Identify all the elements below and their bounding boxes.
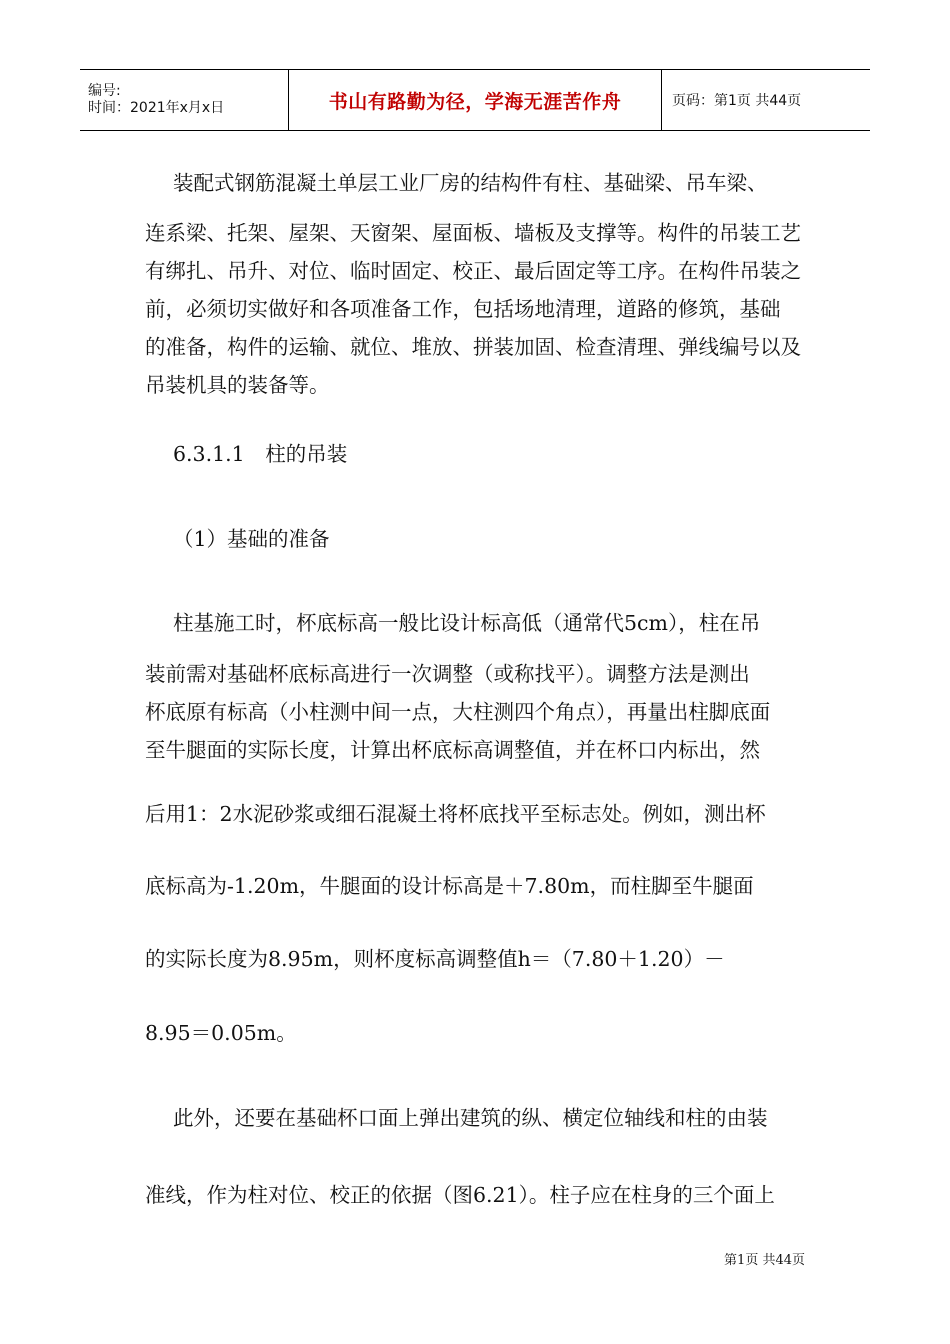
body-line: 装前需对基础杯底标高进行一次调整（或称找平）。调整方法是测出 — [145, 662, 750, 686]
body-line: 的准备，构件的运输、就位、堆放、拼装加固、检查清理、弹线编号以及 — [145, 335, 801, 359]
page-info: 页码：第1页 共44页 — [672, 93, 802, 109]
body-line: 8.95＝0.05m。 — [145, 1021, 297, 1045]
page-footer: 第1页 共44页 — [724, 1253, 805, 1268]
section-heading: 6.3.1.1 柱的吊装 — [173, 442, 348, 466]
header-motto-cell — [288, 70, 662, 130]
body-line: 至牛腿面的实际长度，计算出杯底标高调整值，并在杯口内标出，然 — [145, 738, 760, 762]
body-line: 柱基施工时，杯底标高一般比设计标高低（通常代5cm），柱在吊 — [173, 611, 761, 635]
motto-text: 书山有路勤为径，学海无涯苦作舟 — [328, 90, 622, 113]
body-line: 装配式钢筋混凝土单层工业厂房的结构件有柱、基础梁、吊车梁、 — [173, 171, 768, 195]
header-page-cell — [662, 70, 870, 130]
body-line: 连系梁、托架、屋架、天窗架、屋面板、墙板及支撑等。构件的吊装工艺 — [145, 221, 801, 245]
body-line: 吊装机具的装备等。 — [145, 373, 330, 397]
subsection-heading: （1）基础的准备 — [173, 527, 330, 551]
body-line: 杯底原有标高（小柱测中间一点，大柱测四个角点），再量出柱脚底面 — [145, 700, 771, 724]
body-line: 的实际长度为8.95m，则杯度标高调整值h＝（7.80＋1.20）－ — [145, 947, 725, 971]
body-line: 此外，还要在基础杯口面上弹出建筑的纵、横定位轴线和柱的由装 — [173, 1106, 768, 1130]
number-label: 编号: — [88, 83, 121, 99]
body-line: 有绑扎、吊升、对位、临时固定、校正、最后固定等工序。在构件吊装之 — [145, 259, 801, 283]
body-line: 底标高为-1.20m，牛腿面的设计标高是＋7.80m，而柱脚至牛腿面 — [145, 874, 754, 898]
header-table — [80, 69, 870, 131]
body-line: 准线，作为柱对位、校正的依据（图6.21）。柱子应在柱身的三个面上 — [145, 1183, 775, 1207]
header-meta — [80, 70, 288, 130]
body-line: 后用1：2水泥砂浆或细石混凝土将杯底找平至标志处。例如，测出杯 — [145, 802, 766, 826]
body-line: 前，必须切实做好和各项准备工作，包括场地清理，道路的修筑，基础 — [145, 297, 781, 321]
time-label: 时间：2021年x月x日 — [88, 100, 225, 116]
